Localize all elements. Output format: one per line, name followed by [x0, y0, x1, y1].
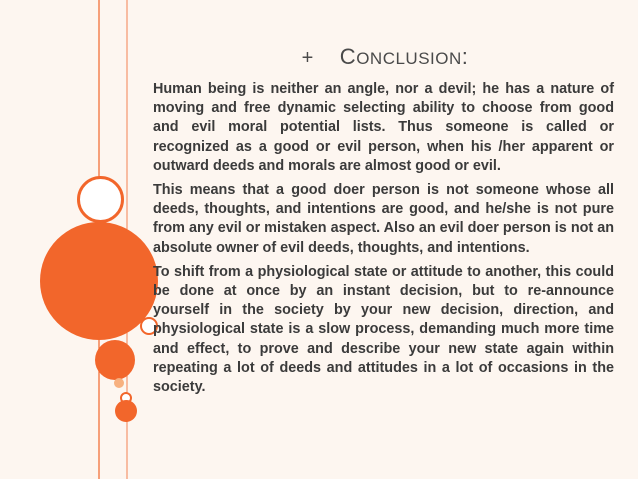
title-colon: :	[461, 44, 469, 69]
decorative-circle-small	[115, 400, 137, 422]
paragraph-1: Human being is neither an angle, nor a devil; he has a nature of moving and free dynamic selecting ability to choose from good and evil moral potential lists. Thus someone is called or recognized as a good or evil person, when his /her apparent or outward deeds and morals are almost good or evil.	[153, 81, 614, 174]
slide-title	[150, 44, 620, 70]
title-first-letter: C	[339, 44, 357, 69]
paragraph-3: To shift from a physiological state or attitude to another, this could be done at once by an instant decision, but to re-announce yourself in the society by your new decision, direction, and physiological state is a slow process, demanding much more time and effect, to prove and describe your new state again within repeating a lot of deeds and attitudes in a lot of occasions in the society.	[153, 263, 614, 396]
decorative-circle-outline	[77, 176, 124, 223]
title-bullet: +	[301, 47, 314, 69]
decorative-circle-medium	[95, 340, 135, 380]
title-rest: ONCLUSION	[356, 49, 462, 68]
paragraph-2: This means that a good doer person is not someone whose all deeds, thoughts, and intentions are good, and he/she is not pure from any evil or mistaken aspect. Also an evil doer person is not an absolute owner of evil deeds, thoughts, and intentions.	[153, 182, 614, 256]
slide-body	[153, 80, 614, 402]
decorative-circle-tiny	[114, 378, 124, 388]
